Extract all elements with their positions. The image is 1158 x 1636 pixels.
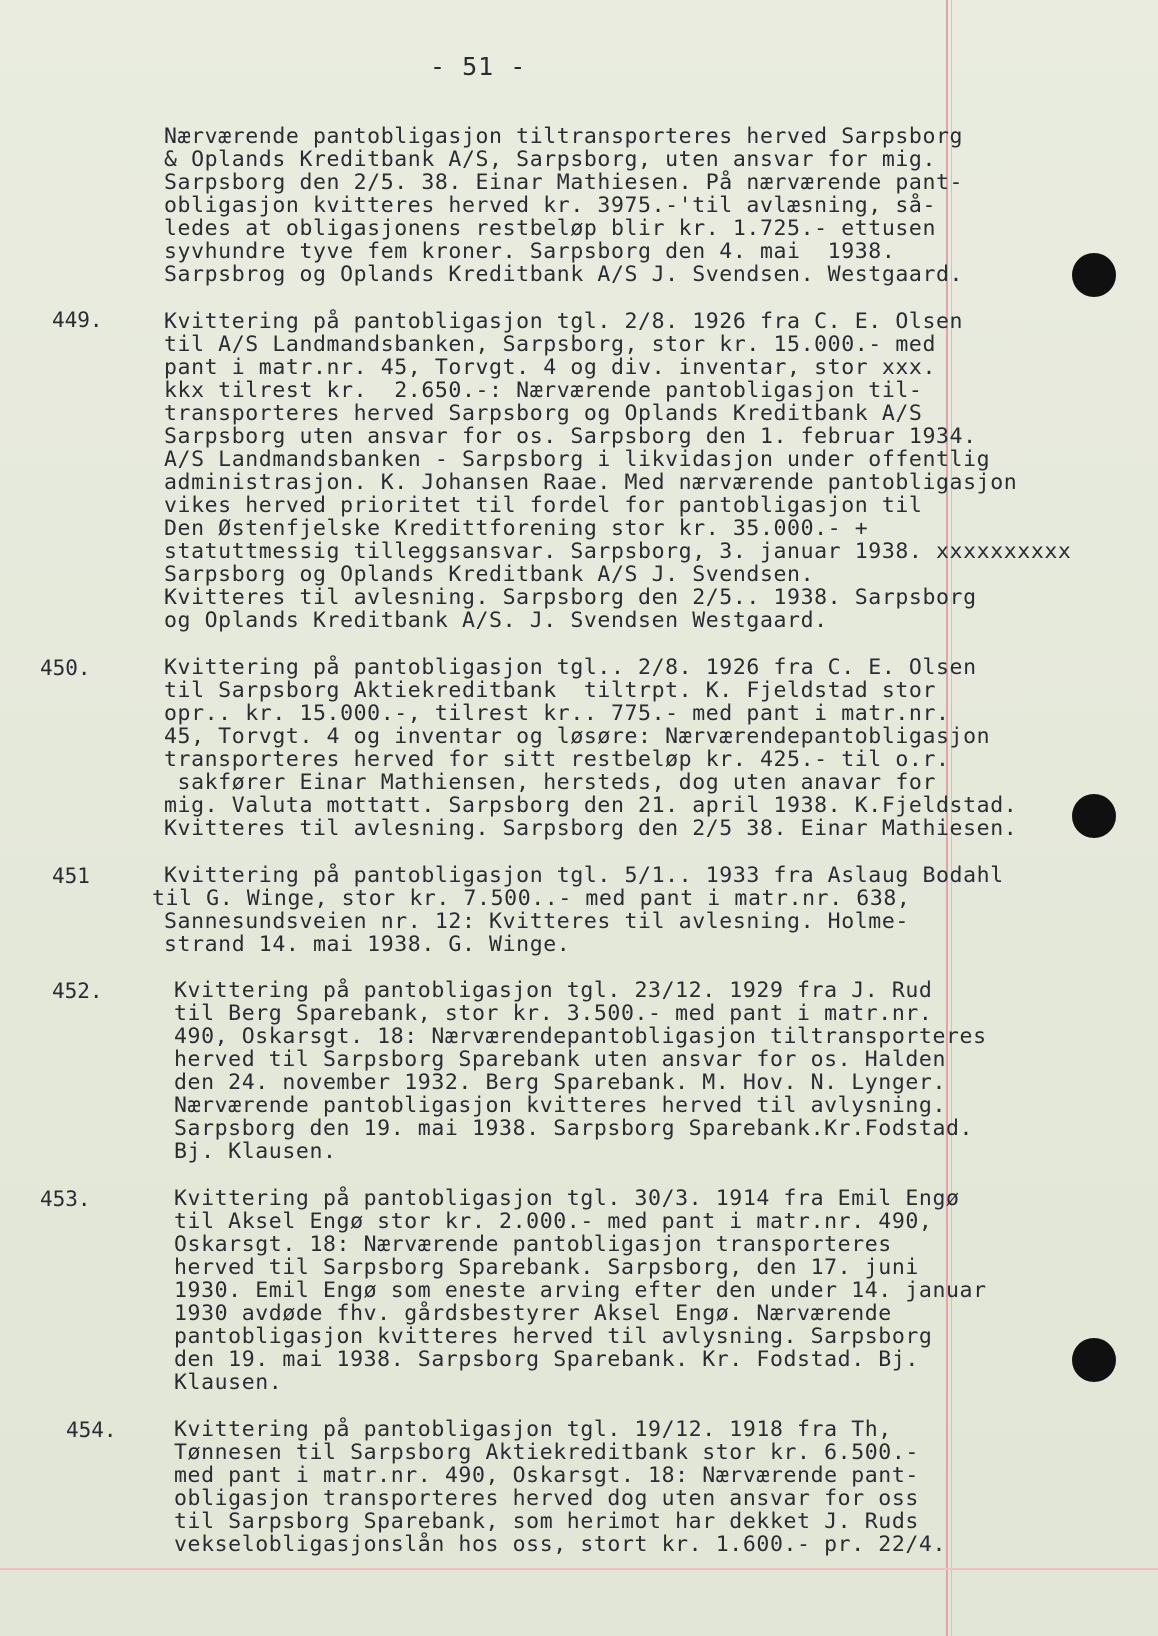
text-line: syvhundre tyve fem kroner. Sarpsborg den 4. mai 1938.	[164, 239, 896, 264]
punch-hole	[1072, 794, 1116, 838]
text-line: Kvittering på pantobligasjon tgl. 2/8. 1926 fra C. E. Olsen	[164, 309, 964, 334]
text-line: den 19. mai 1938. Sarpsborg Sparebank. Kr. Fodstad. Bj.	[174, 1347, 919, 1372]
entry-number: 451	[52, 864, 90, 888]
text-line: den 24. november 1932. Berg Sparebank. M. Hov. N. Lynger.	[174, 1070, 947, 1095]
page-number: - 51 -	[430, 52, 527, 81]
text-line: Den Østenfjelske Kredittforening stor kr. 35.000.- +	[164, 516, 869, 541]
entry-number: 449.	[52, 308, 103, 332]
text-line: Kvittering på pantobligasjon tgl.. 2/8. 1926 fra C. E. Olsen	[164, 655, 977, 680]
entry-number: 452.	[52, 979, 103, 1003]
text-line: vikes herved prioritet til fordel for pantobligasjon til	[164, 493, 923, 518]
text-line: 1930 avdøde fhv. gårdsbestyrer Aksel Engø. Nærværende	[174, 1301, 892, 1326]
text-line: obligasjon transporteres herved dog uten ansvar for oss	[174, 1486, 919, 1511]
punch-hole	[1072, 253, 1116, 297]
text-line: Kvitteres til avlesning. Sarpsborg den 2/5 38. Einar Mathiesen.	[164, 816, 1018, 841]
text-line: 490, Oskarsgt. 18: Nærværendepantobligasjon tiltransporteres	[174, 1024, 987, 1049]
entry-number: 454.	[66, 1418, 117, 1442]
text-line: Klausen.	[174, 1370, 283, 1395]
punch-hole	[1072, 1338, 1116, 1382]
text-line: Tønnesen til Sarpsborg Aktiekreditbank stor kr. 6.500.-	[174, 1440, 919, 1465]
text-line: A/S Landmandsbanken - Sarpsborg i likvidasjon under offentlig	[164, 447, 991, 472]
bottom-rule	[0, 1568, 1158, 1570]
text-line: vekselobligasjonslån hos oss, stort kr. 1.600.- pr. 22/4.	[174, 1532, 947, 1557]
text-line: Sarpsborg uten ansvar for os. Sarpsborg den 1. februar 1934.	[164, 424, 977, 449]
text-line: opr.. kr. 15.000.-, tilrest kr.. 775.- med pant i matr.nr.	[164, 701, 950, 726]
text-line: med pant i matr.nr. 490, Oskarsgt. 18: Nærværende pant-	[174, 1463, 919, 1488]
text-line: administrasjon. K. Johansen Raae. Med nærværende pantobligasjon	[164, 470, 1018, 495]
text-line: Kvitteres til avlesning. Sarpsborg den 2/5.. 1938. Sarpsborg	[164, 585, 977, 610]
text-line: til Sarpsborg Aktiekreditbank tiltrpt. K. Fjeldstad stor	[164, 678, 937, 703]
text-line: Kvittering på pantobligasjon tgl. 30/3. 1914 fra Emil Engø	[174, 1186, 960, 1211]
entry-number: 450.	[40, 656, 91, 680]
text-line: herved til Sarpsborg Sparebank. Sarpsborg, den 17. juni	[174, 1255, 919, 1280]
text-line: transporteres herved Sarpsborg og Oplands Kreditbank A/S	[164, 401, 923, 426]
text-line: kkx tilrest kr. 2.650.-: Nærværende pantobligasjon til-	[164, 378, 923, 403]
text-line: Kvittering på pantobligasjon tgl. 19/12. 1918 fra Th,	[174, 1417, 892, 1442]
text-line: til Sarpsborg Sparebank, som herimot har dekket J. Ruds	[174, 1509, 919, 1534]
text-line: statuttmessig tilleggsansvar. Sarpsborg, 3. januar 1938. xxxxxxxxxx	[164, 539, 1072, 564]
text-line: Sannesundsveien nr. 12: Kvitteres til avlesning. Holme-	[164, 909, 909, 934]
text-line: herved til Sarpsborg Sparebank uten ansvar for os. Halden	[174, 1047, 947, 1072]
text-line: til Aksel Engø stor kr. 2.000.- med pant i matr.nr. 490,	[174, 1209, 933, 1234]
text-line: transporteres herved for sitt restbeløp kr. 425.- til o.r.	[164, 747, 950, 772]
text-line: pant i matr.nr. 45, Torvgt. 4 og div. inventar, stor xxx.	[164, 355, 937, 380]
text-line: Oskarsgt. 18: Nærværende pantobligasjon transporteres	[174, 1232, 892, 1257]
text-line: Bj. Klausen.	[174, 1139, 337, 1164]
text-line: obligasjon kvitteres herved kr. 3975.-'til avlæsning, så-	[164, 193, 937, 218]
text-line: pantobligasjon kvitteres herved til avlysning. Sarpsborg	[174, 1324, 933, 1349]
text-line: til G. Winge, stor kr. 7.500..- med pant i matr.nr. 638,	[152, 886, 911, 911]
text-line: strand 14. mai 1938. G. Winge.	[164, 932, 571, 957]
text-line: Nærværende pantobligasjon tiltransporteres herved Sarpsborg	[164, 124, 964, 149]
text-line: Kvittering på pantobligasjon tgl. 23/12. 1929 fra J. Rud	[174, 978, 933, 1003]
text-line: & Oplands Kreditbank A/S, Sarpsborg, uten ansvar for mig.	[164, 147, 937, 172]
text-line: mig. Valuta mottatt. Sarpsborg den 21. april 1938. K.Fjeldstad.	[164, 793, 1018, 818]
text-line: og Oplands Kreditbank A/S. J. Svendsen Westgaard.	[164, 608, 828, 633]
text-line: 45, Torvgt. 4 og inventar og løsøre: Nærværendepantobligasjon	[164, 724, 991, 749]
text-line: sakfører Einar Mathiensen, hersteds, dog uten anavar for	[164, 770, 937, 795]
text-line: Kvittering på pantobligasjon tgl. 5/1.. 1933 fra Aslaug Bodahl	[164, 863, 1004, 888]
text-line: til Berg Sparebank, stor kr. 3.500.- med pant i matr.nr.	[174, 1001, 933, 1026]
text-line: ledes at obligasjonens restbeløp blir kr. 1.725.- ettusen	[164, 216, 937, 241]
text-line: til A/S Landmandsbanken, Sarpsborg, stor kr. 15.000.- med	[164, 332, 937, 357]
text-line: Sarpsborg den 2/5. 38. Einar Mathiesen. På nærværende pant-	[164, 170, 964, 195]
text-line: Nærværende pantobligasjon kvitteres herved til avlysning.	[174, 1093, 947, 1118]
entry-number: 453.	[40, 1187, 91, 1211]
text-line: Sarpsborg den 19. mai 1938. Sarpsborg Sparebank.Kr.Fodstad.	[174, 1116, 974, 1141]
text-line: Sarpsbrog og Oplands Kreditbank A/S J. Svendsen. Westgaard.	[164, 262, 964, 287]
text-line: 1930. Emil Engø som eneste arving efter den under 14. januar	[174, 1278, 987, 1303]
text-line: Sarpsborg og Oplands Kreditbank A/S J. Svendsen.	[164, 562, 815, 587]
